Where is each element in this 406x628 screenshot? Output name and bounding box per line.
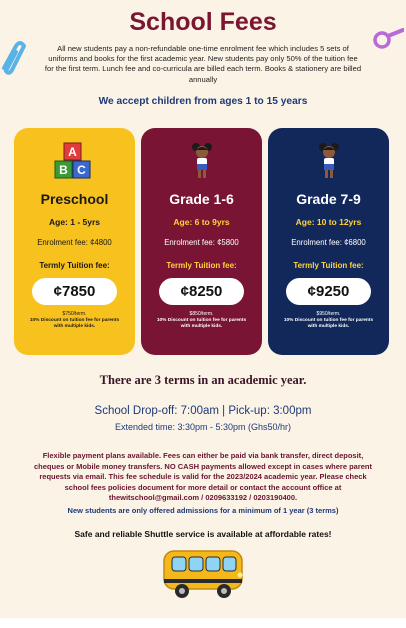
card-grade-1-6 <box>141 128 262 355</box>
card-termly-label: Termly Tuition fee: <box>39 261 110 270</box>
abc-blocks-icon <box>14 142 135 180</box>
student-girl-icon <box>268 142 389 180</box>
card-title: Preschool <box>40 191 109 207</box>
student-girl-icon <box>141 142 262 180</box>
card-preschool <box>14 128 135 355</box>
card-termly-label: Termly Tuition fee: <box>293 261 364 270</box>
card-title: Grade 7-9 <box>296 191 361 207</box>
card-enrolment-fee: Enrolment fee: ¢4800 <box>37 238 112 247</box>
card-age: Age: 6 to 9yrs <box>173 217 230 227</box>
card-discount: 10% Discount on tuition fee for parents with multiple kids. <box>29 318 120 329</box>
card-fee-pill: ¢7850 <box>32 278 117 305</box>
svg-text:C: C <box>77 163 86 177</box>
page-title: School Fees <box>129 8 277 36</box>
card-discount: 10% Discount on tuition fee for parents with multiple kids. <box>283 318 374 329</box>
payment-info: Flexible payment plans available. Fees can either be paid via bank transfer, direct deposit, cheques or Mobile money transfers. NO CASH payments allowed except in cases where parent requests via email. This fee schedule is valid for the 2023/2024 academic year. Please check school fees policies document for more detail or contact the account office at thewitschool@gmail.com / 0209633192 / 0203190400. <box>33 451 373 502</box>
school-bus-icon <box>158 545 248 601</box>
card-grade-7-9 <box>268 128 389 355</box>
card-age: Age: 1 - 5yrs <box>48 217 101 227</box>
card-enrolment-fee: Enrolment fee: ¢5800 <box>164 238 239 247</box>
extended-time: Extended time: 3:30pm - 5:30pm (Ghs50/hr) <box>114 422 292 432</box>
card-fee-pill: ¢9250 <box>286 278 371 305</box>
card-title: Grade 1-6 <box>169 191 234 207</box>
card-discount: 10% Discount on tuition fee for parents with multiple kids. <box>156 318 247 329</box>
card-per-term: $750/term. <box>62 311 87 317</box>
intro-text: All new students pay a non-refundable one-time enrolment fee which includes 5 sets of uniforms and books for the first academic year. New students pay only 50% of the tuition fee for the first term. Lunch fee and co-curricula are billed each term. Books & stationery are billed annually <box>44 44 362 84</box>
bottom-bar <box>0 618 406 628</box>
paperclip-icon <box>0 38 26 78</box>
svg-text:B: B <box>59 163 68 177</box>
dropoff-times: School Drop-off: 7:00am | Pick-up: 3:00pm <box>94 405 312 417</box>
card-fee-pill: ¢8250 <box>159 278 244 305</box>
card-enrolment-fee: Enrolment fee: ¢6800 <box>291 238 366 247</box>
shuttle-info: Safe and reliable Shuttle service is available at affordable rates! <box>74 529 332 539</box>
terms-statement: There are 3 terms in an academic year. <box>99 373 307 387</box>
card-per-term: $850/term. <box>189 311 214 317</box>
card-termly-label: Termly Tuition fee: <box>166 261 237 270</box>
minimum-admission: New students are only offered admissions for a minimum of 1 year (3 terms) <box>67 506 339 515</box>
card-age: Age: 10 to 12yrs <box>295 217 362 227</box>
card-per-term: $950/term. <box>316 311 341 317</box>
svg-text:A: A <box>68 145 77 159</box>
ages-statement: We accept children from ages 1 to 15 years <box>98 96 308 107</box>
